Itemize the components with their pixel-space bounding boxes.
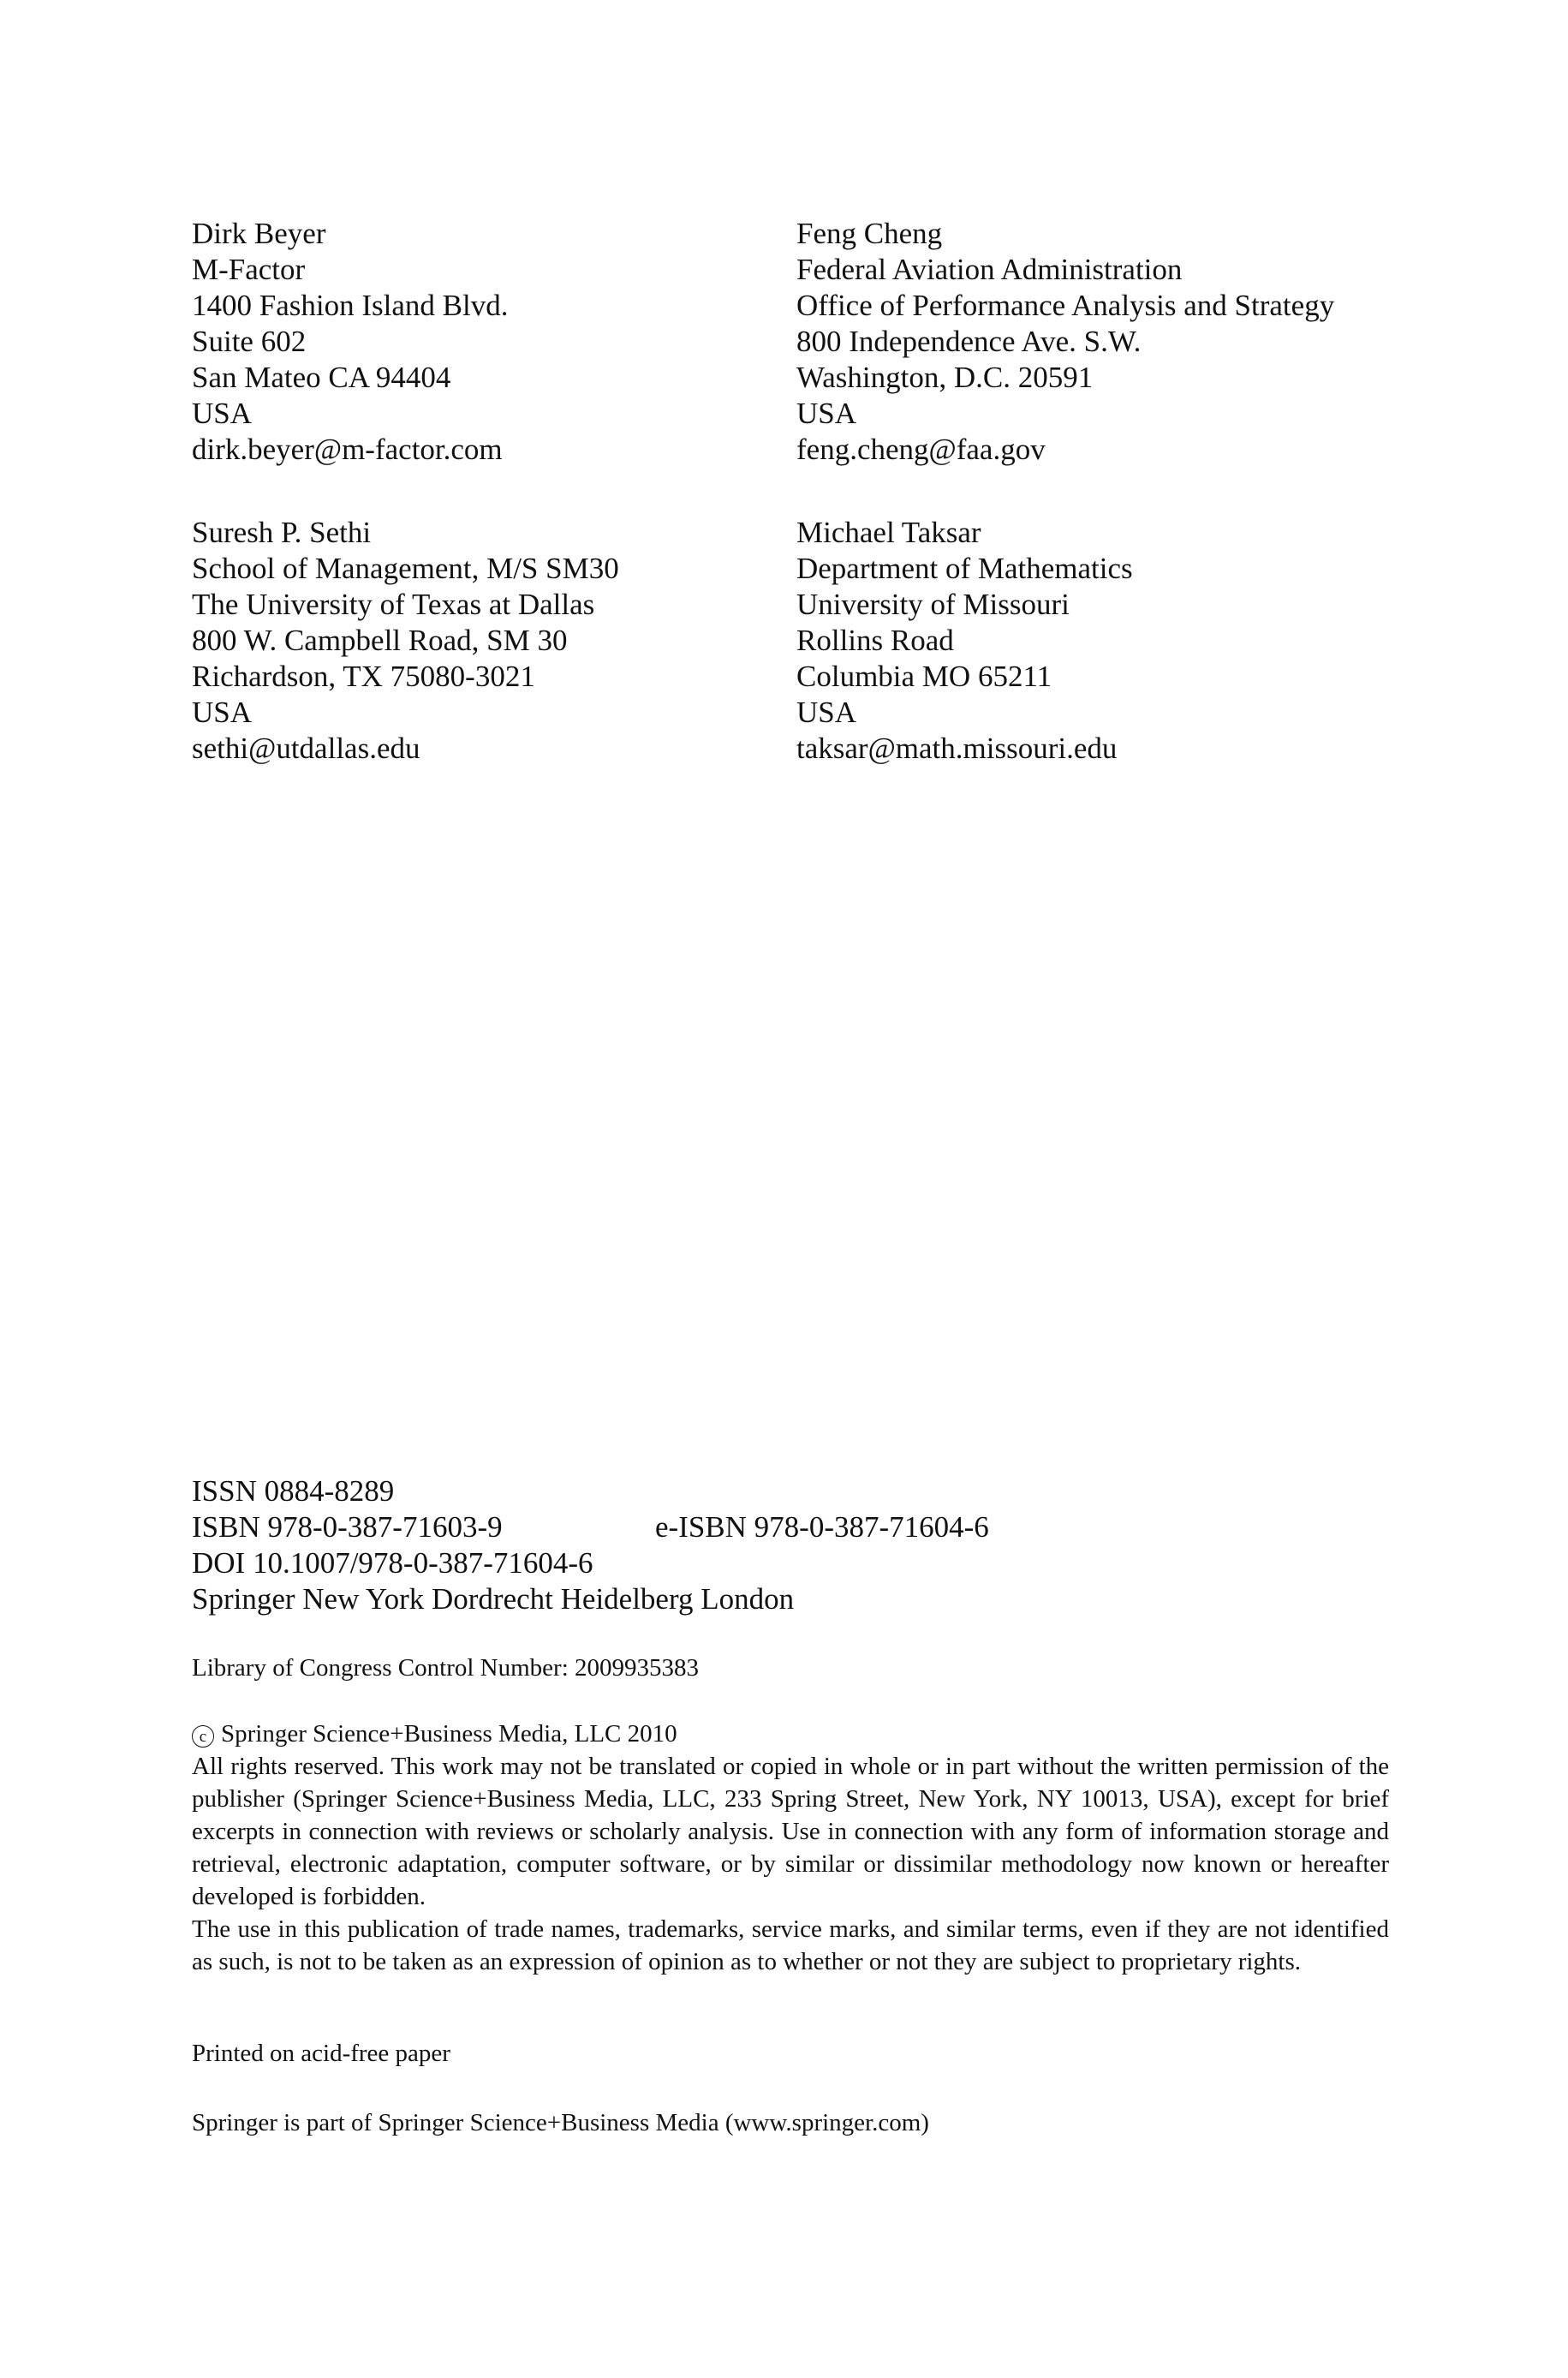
- author-street: 800 W. Campbell Road, SM 30: [192, 624, 568, 657]
- author-city: San Mateo CA 94404: [192, 361, 451, 394]
- author-street: Rollins Road: [796, 624, 954, 657]
- author-address-cheng: [796, 216, 1334, 468]
- springer-note: Springer is part of Springer Science+Business Media (www.springer.com): [192, 2109, 929, 2136]
- author-street: 800 Independence Ave. S.W.: [796, 325, 1142, 358]
- isbn-row: [192, 1509, 1391, 1545]
- author-address-beyer: [192, 216, 508, 468]
- rights-paragraph: All rights reserved. This work may not be translated or copied in whole or in part without the written permission of the publisher (Springer Science+Business Media, LLC, 233 Spring Street, New York, NY 10013, USA), except for brief excerpts in connection with reviews or scholarly analysis. Use in connection with any form of information storage and retrieval, electronic adaptation, computer software, or by similar or dissimilar methodology now known or hereafter developed is forbidden.: [192, 1753, 1389, 1910]
- doi: DOI 10.1007/978-0-387-71604-6: [192, 1546, 593, 1580]
- copyright-notice: [192, 1718, 1389, 1978]
- publisher-cities: Springer New York Dordrecht Heidelberg London: [192, 1582, 795, 1616]
- author-address-taksar: [796, 515, 1133, 767]
- author-suite: Suite 602: [192, 325, 307, 358]
- author-country: USA: [796, 696, 857, 729]
- author-affiliation: The University of Texas at Dallas: [192, 588, 595, 621]
- author-department: Office of Performance Analysis and Strategy: [796, 289, 1335, 322]
- author-country: USA: [796, 397, 857, 430]
- eisbn: e-ISBN 978-0-387-71604-6: [655, 1510, 989, 1544]
- isbn: ISBN 978-0-387-71603-9: [192, 1510, 503, 1544]
- lccn: Library of Congress Control Number: 2009935383: [192, 1654, 700, 1682]
- author-country: USA: [192, 397, 253, 430]
- author-name: Suresh P. Sethi: [192, 516, 372, 549]
- author-country: USA: [192, 696, 253, 729]
- copyright-holder: Springer Science+Business Media, LLC 2010: [221, 1720, 677, 1748]
- author-department: Department of Mathematics: [796, 552, 1133, 585]
- author-name: Michael Taksar: [796, 516, 981, 549]
- author-city: Richardson, TX 75080-3021: [192, 660, 535, 693]
- author-department: School of Management, M/S SM30: [192, 552, 619, 585]
- printed-note: Printed on acid-free paper: [192, 2040, 450, 2067]
- trademark-paragraph: The use in this publication of trade names, trademarks, service marks, and similar terms, even if they are not identified as such, is not to be taken as an expression of opinion as to whether or not they are subject to proprietary rights.: [192, 1915, 1389, 1975]
- copyright-icon: c: [192, 1725, 214, 1748]
- author-city: Columbia MO 65211: [796, 660, 1052, 693]
- author-name: Feng Cheng: [796, 217, 943, 250]
- author-address-sethi: [192, 515, 619, 767]
- author-email[interactable]: taksar@math.missouri.edu: [796, 732, 1118, 765]
- copyright-line: [192, 1718, 1389, 1750]
- author-city: Washington, D.C. 20591: [796, 361, 1094, 394]
- author-email[interactable]: sethi@utdallas.edu: [192, 732, 420, 765]
- author-affiliation: University of Missouri: [796, 588, 1070, 621]
- author-street: 1400 Fashion Island Blvd.: [192, 289, 509, 322]
- publication-identifiers: [192, 1473, 1391, 1617]
- issn: ISSN 0884-8289: [192, 1474, 395, 1508]
- author-affiliation: Federal Aviation Administration: [796, 253, 1183, 286]
- author-email[interactable]: dirk.beyer@m-factor.com: [192, 433, 503, 466]
- author-email[interactable]: feng.cheng@faa.gov: [796, 433, 1046, 466]
- author-affiliation: M-Factor: [192, 253, 306, 286]
- author-name: Dirk Beyer: [192, 217, 326, 250]
